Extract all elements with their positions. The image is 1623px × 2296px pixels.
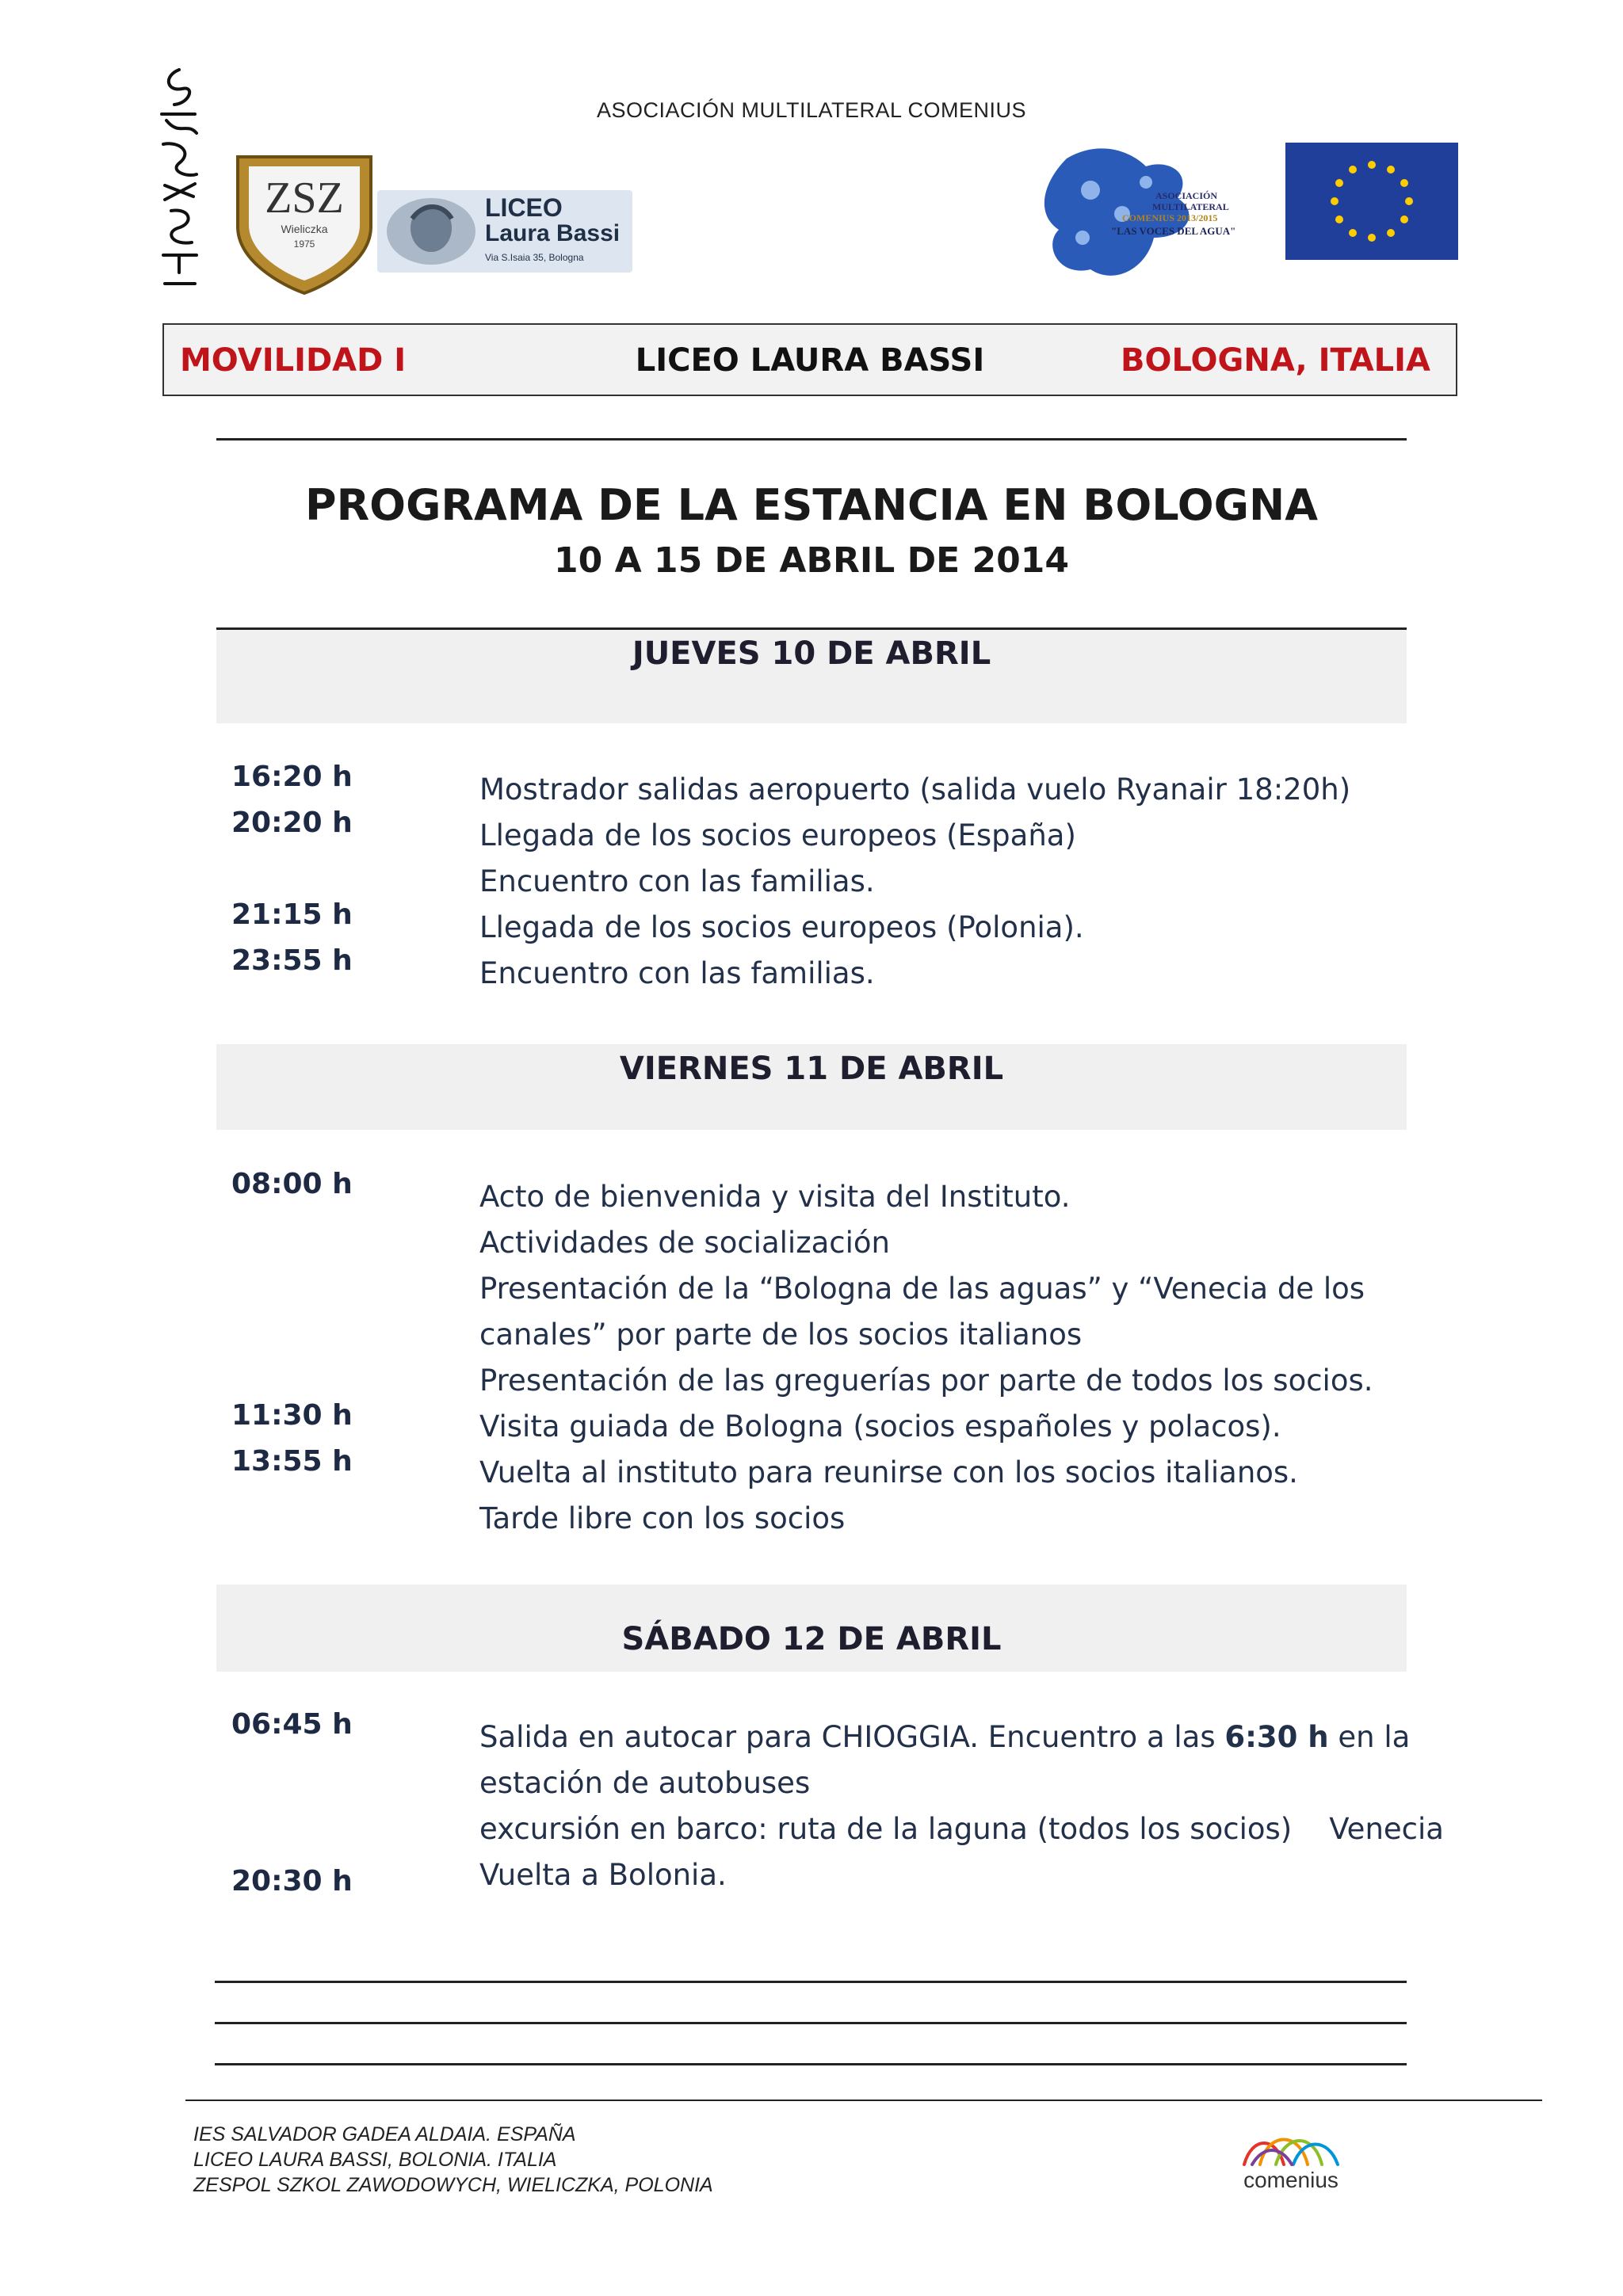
asociacion-line4: "LAS VOCES DEL AGUA" <box>1111 225 1236 237</box>
activity-line: Vuelta a Bolonia. <box>479 1858 727 1892</box>
activity-line: Llegada de los socios europeos (Polonia). <box>479 910 1084 944</box>
asociacion-line3: COMENIUS 2013/2015 <box>1122 212 1218 223</box>
eu-flag-icon <box>1285 143 1458 260</box>
zsz-shield-logo <box>231 151 377 296</box>
footer-line: LICEO LAURA BASSI, BOLONIA. ITALIA <box>193 2149 557 2171</box>
activity-line: Llegada de los socios europeos (España) <box>479 818 1076 852</box>
association-title: ASOCIACIÓN MULTILATERAL COMENIUS <box>596 98 1027 122</box>
activity-line: Encuentro con las familias. <box>479 956 875 990</box>
calligraphy-logo <box>155 65 204 295</box>
asociacion-line2: MULTILATERAL <box>1152 201 1229 212</box>
activity-line <box>479 1714 1410 1760</box>
comenius-arcs-icon <box>1236 2128 1346 2168</box>
mobility-banner <box>162 323 1457 396</box>
activity-line: Actividades de socialización <box>479 1226 890 1260</box>
meeting-time: 6:30 h <box>1224 1720 1329 1754</box>
time-label: 13:55 h <box>231 1445 353 1478</box>
liceo-logo-address: Via S.Isaia 35, Bologna <box>485 252 584 263</box>
time-label: 23:55 h <box>231 944 353 977</box>
time-label: 16:20 h <box>231 761 353 793</box>
liceo-logo <box>377 190 632 273</box>
footer-partners <box>193 2122 713 2198</box>
activity-line: Acto de bienvenida y visita del Instituto. <box>479 1180 1071 1214</box>
footer-line: ZESPOL SZKOL ZAWODOWYCH, WIELICZKA, POLONIA <box>193 2174 713 2196</box>
program-title: PROGRAMA DE LA ESTANCIA EN BOLOGNA <box>305 480 1318 530</box>
activity-line: Vuelta al instituto para reunirse con los socios italianos. <box>479 1455 1298 1489</box>
day-title: JUEVES 10 DE ABRIL <box>632 635 991 672</box>
comenius-logo-text: comenius <box>1243 2168 1338 2192</box>
time-label: 20:20 h <box>231 807 353 839</box>
divider <box>216 438 1407 441</box>
time-label: 08:00 h <box>231 1168 353 1200</box>
day-title: VIERNES 11 DE ABRIL <box>619 1051 1004 1087</box>
time-label: 20:30 h <box>231 1865 353 1897</box>
activity-line: Encuentro con las familias. <box>479 864 875 898</box>
zsz-year: 1975 <box>293 238 315 250</box>
activity-text: en la <box>1328 1720 1411 1754</box>
time-label: 06:45 h <box>231 1708 353 1741</box>
banner-location-label: BOLOGNA, ITALIA <box>1120 342 1430 379</box>
portrait-icon <box>384 195 479 268</box>
divider <box>215 2022 1407 2024</box>
divider <box>215 1981 1407 1983</box>
activity-line: excursión en barco: ruta de la laguna (todos los socios) Venecia <box>479 1812 1444 1846</box>
banner-school-label: LICEO LAURA BASSI <box>635 342 985 379</box>
activity-line: Mostrador salidas aeropuerto (salida vuelo Ryanair 18:20h) <box>479 772 1351 807</box>
activity-line: canales” por parte de los socios italianos <box>479 1318 1083 1352</box>
asociacion-line1: ASOCIACIÓN <box>1155 190 1218 201</box>
activity-line: Presentación de la “Bologna de las aguas” y “Venecia de los <box>479 1272 1365 1306</box>
time-label: 21:15 h <box>231 898 353 931</box>
liceo-logo-line1: LICEO <box>485 193 563 222</box>
zsz-city: Wieliczka <box>281 223 328 235</box>
zsz-letters: ZSZ <box>265 174 344 223</box>
comenius-logo <box>1236 2128 1346 2199</box>
activity-line: Visita guiada de Bologna (socios españoles y polacos). <box>479 1409 1281 1444</box>
footer-divider <box>185 2100 1542 2101</box>
time-label: 11:30 h <box>231 1399 353 1432</box>
banner-mobility-label: MOVILIDAD I <box>180 342 407 379</box>
activity-line: estación de autobuses <box>479 1766 811 1800</box>
activity-line: Presentación de las greguerías por parte de todos los socios. <box>479 1363 1373 1398</box>
asociacion-water-logo <box>1035 143 1249 287</box>
day-title: SÁBADO 12 DE ABRIL <box>621 1621 1002 1657</box>
footer-line: IES SALVADOR GADEA ALDAIA. ESPAÑA <box>193 2123 576 2145</box>
activity-line: Tarde libre con los socios <box>479 1501 846 1535</box>
program-dates: 10 A 15 DE ABRIL DE 2014 <box>554 540 1069 581</box>
divider <box>215 2063 1407 2065</box>
liceo-logo-line2: Laura Bassi <box>485 220 621 246</box>
activity-text: Salida en autocar para CHIOGGIA. Encuentro a las <box>479 1720 1225 1754</box>
